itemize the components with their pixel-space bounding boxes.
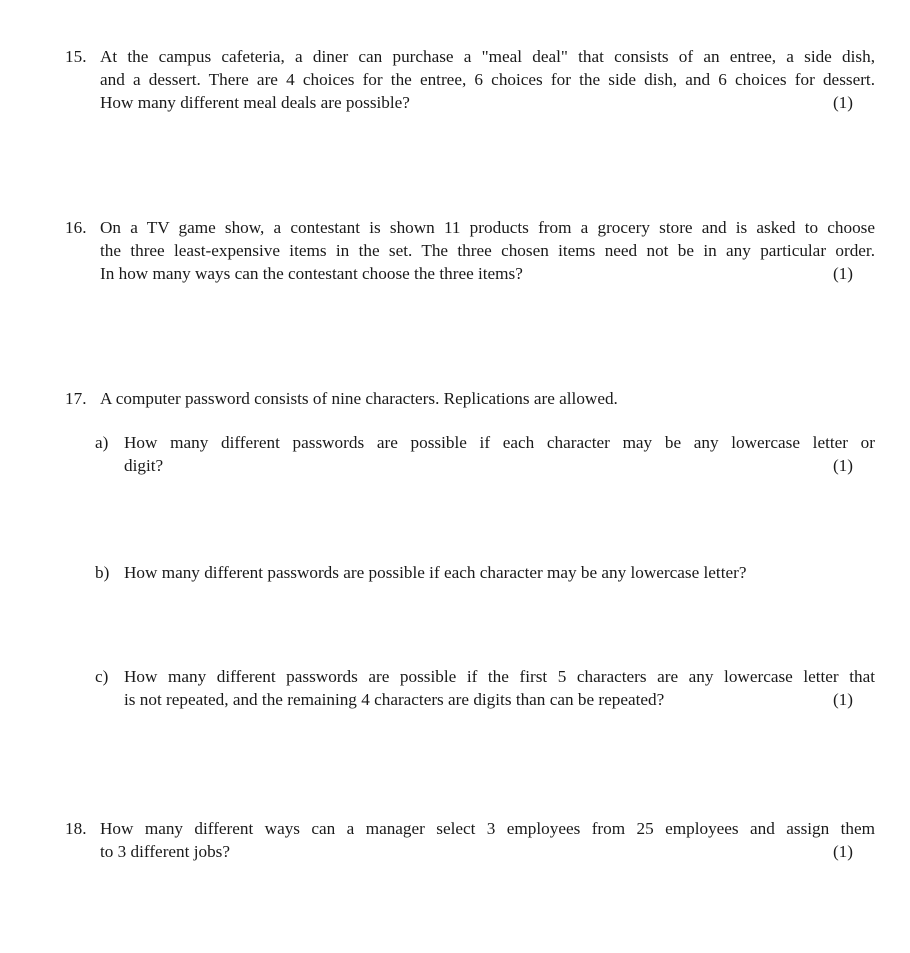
question-text — [100, 387, 875, 410]
question-line: A computer password consists of nine characters. Replications are allowed. — [100, 389, 618, 408]
question-17-part-b — [95, 561, 875, 584]
mark-value: (1) — [832, 842, 853, 861]
mark-value: (1) — [832, 93, 853, 112]
part-line: is not repeated, and the remaining 4 characters are digits than can be repeated? — [124, 690, 665, 709]
question-17-part-c — [95, 665, 875, 711]
question-text — [100, 45, 875, 114]
question-number: 18. — [65, 819, 87, 838]
part-label: a) — [95, 433, 109, 452]
question-line: How many different meal deals are possible? — [100, 93, 410, 112]
question-last-line — [100, 91, 875, 114]
part-last-line — [124, 454, 875, 477]
mark-value: (1) — [832, 264, 853, 283]
part-text — [124, 431, 875, 477]
question-line: to 3 different jobs? — [100, 842, 230, 861]
mark-value: (1) — [832, 456, 853, 475]
part-text — [124, 665, 875, 711]
question-15 — [65, 45, 875, 114]
question-17 — [65, 387, 875, 410]
mark-value: (1) — [832, 690, 853, 709]
question-number: 15. — [65, 47, 87, 66]
part-line: How many different passwords are possible if each character may be any lowercase letter or — [124, 433, 875, 452]
question-18 — [65, 817, 875, 863]
question-line: On a TV game show, a contestant is shown 11 products from a grocery store and is asked to choose — [100, 218, 875, 237]
question-text — [100, 216, 875, 285]
part-text — [124, 561, 875, 584]
question-number: 16. — [65, 218, 87, 237]
part-label: b) — [95, 563, 110, 582]
part-last-line — [124, 688, 875, 711]
question-last-line — [100, 262, 875, 285]
part-line: digit? — [124, 456, 164, 475]
question-line: and a dessert. There are 4 choices for the entree, 6 choices for the side dish, and 6 choices for dessert. — [100, 70, 875, 89]
question-text — [100, 817, 875, 863]
part-line: How many different passwords are possible if each character may be any lowercase letter? — [124, 563, 747, 582]
question-17-part-a — [95, 431, 875, 477]
part-label: c) — [95, 667, 109, 686]
question-last-line — [100, 840, 875, 863]
question-line: the three least-expensive items in the set. The three chosen items need not be in any particular order. — [100, 241, 875, 260]
question-line: How many different ways can a manager select 3 employees from 25 employees and assign them — [100, 819, 875, 838]
question-16 — [65, 216, 875, 285]
question-number: 17. — [65, 389, 87, 408]
question-line: In how many ways can the contestant choose the three items? — [100, 264, 523, 283]
question-line: At the campus cafeteria, a diner can purchase a "meal deal" that consists of an entree, a side dish, — [100, 47, 875, 66]
part-line: How many different passwords are possible if the first 5 characters are any lowercase letter that — [124, 667, 875, 686]
